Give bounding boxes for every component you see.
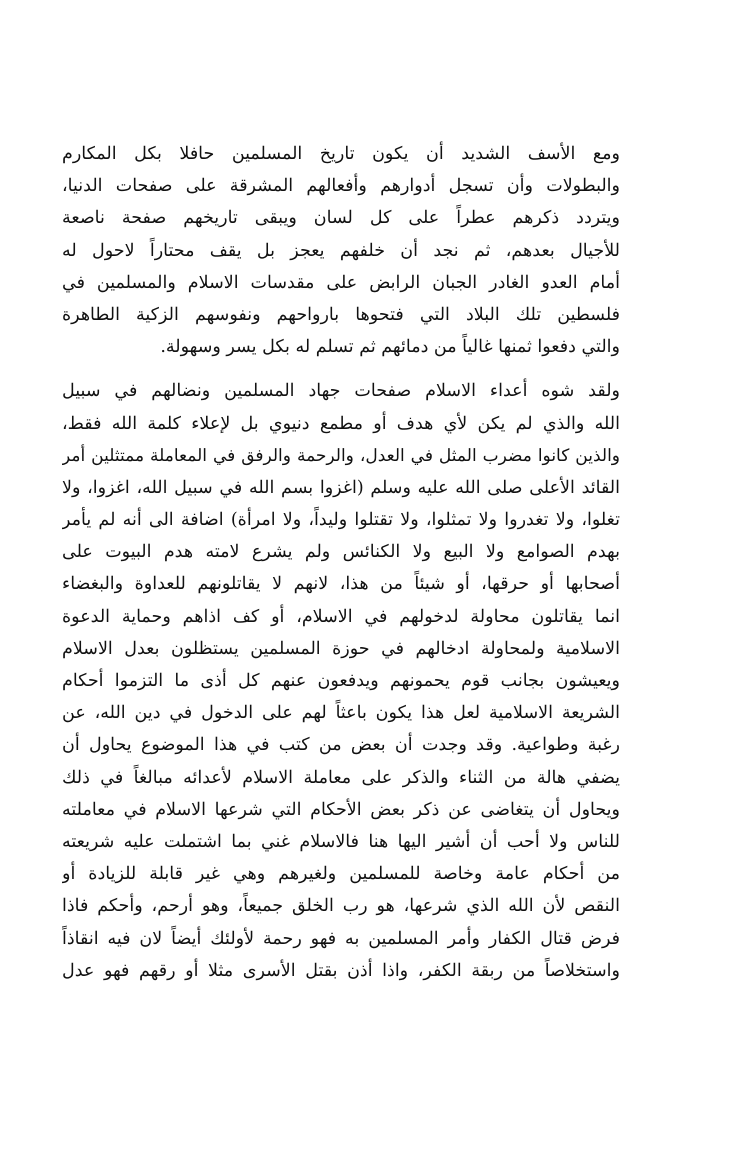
text-line: فرض قتال الكفار وأمر المسلمين به فهو رحمة لأولئك أيضاً لان فيه انقاذاً — [62, 928, 620, 949]
text-line: للناس ولا أحب أن أشير اليها هنا فالاسلام غني بما اشتملت عليه شريعته — [62, 831, 620, 852]
text-line: الشريعة الاسلامية لعل هذا يكون باعثاً لهم على الدخول في دين الله، عن — [62, 703, 620, 724]
paragraph-1 — [62, 138, 620, 363]
text-line: فلسطين تلك البلاد التي فتحوها بارواحهم ونفوسهم الزكية الطاهرة — [62, 304, 620, 325]
text-line: ويعيشون بجانب قوم يحمونهم ويدفعون عنهم كل أذى ما التزموا أحكام — [62, 671, 620, 691]
text-line: يضفي هالة من الثناء والذكر على معاملة الاسلام لأعدائه مبالغاً في ذلك — [62, 767, 620, 788]
paragraph-separator — [62, 363, 620, 375]
text-line: من أحكام عامة وخاصة للمسلمين ولغيرهم وهي غير قابلة للزيادة أو — [62, 864, 620, 885]
text-line: تغلوا، ولا تغدروا ولا تمثلوا، ولا تقتلوا وليداً، ولا امرأة) اضافة الى أنه لم يأمر — [62, 510, 620, 531]
text-line: ومع الأسف الشديد أن يكون تاريخ المسلمين حافلا بكل المكارم — [62, 144, 620, 164]
text-line: ويحاول أن يتغاضى عن ذكر بعض الأحكام التي شرعها الاسلام في معاملته — [62, 799, 620, 820]
text-line: والتي دفعوا ثمنها غالياً من دمائهم ثم تسلم له بكل يسر وسهولة. — [160, 337, 620, 358]
text-line: أمام العدو الغادر الجبان الرابض على مقدسات الاسلام والمسلمين في — [62, 272, 620, 293]
text-line: ويتردد ذكرهم عطراً على كل لسان ويبقى تاريخهم صفحة ناصعة — [62, 208, 620, 229]
text-line: رغبة وطواعية. وقد وجدت أن بعض من كتب في هذا الموضوع يحاول أن — [62, 735, 620, 756]
text-line: واستخلاصاً من ربقة الكفر، واذا أذن بقتل الأسرى مثلا أو رقهم فهو عدل — [62, 960, 620, 981]
text-line: بهدم الصوامع ولا البيع ولا الكنائس ولم يشرع لامته هدم البيوت على — [62, 542, 620, 563]
text-line: انما يقاتلون محاولة لدخولهم في الاسلام، أو كف اذاهم وحماية الدعوة — [62, 606, 620, 627]
text-line: والبطولات وأن تسجل أدوارهم وأفعالهم المشرقة على صفحات الدنيا، — [62, 176, 620, 197]
paragraph-2 — [62, 375, 620, 987]
text-line: الله والذي لم يكن لأي هدف أو مطمع دنيوي بل لإعلاء كلمة الله فقط، — [62, 413, 620, 434]
text-line: للأجيال بعدهم، ثم نجد أن خلفهم يعجز بل يقف محتاراً لاحول له — [62, 240, 620, 261]
text-line: القائد الأعلى صلى الله عليه وسلم (اغزوا بسم الله في سبيل الله، اغزوا، ولا — [62, 477, 620, 498]
text-line: والذين كانوا مضرب المثل في العدل، والرحمة والرفق في المعاملة ممتثلين أمر — [62, 445, 620, 466]
text-line: الاسلامية ولمحاولة ادخالهم في حوزة المسلمين يستظلون بعدل الاسلام — [62, 638, 620, 659]
text-line: أصحابها أو حرقها، أو شيئاً من هذا، لانهم لا يقاتلونهم للعداوة والبغضاء — [62, 574, 620, 595]
text-line: ولقد شوه أعداء الاسلام صفحات جهاد المسلمين ونضالهم في سبيل — [62, 381, 620, 402]
text-line: النقص لأن الله الذي شرعها، هو رب الخلق جميعاً، وهو أرحم، وأحكم فاذا — [62, 896, 620, 917]
page-body-text — [62, 138, 620, 987]
